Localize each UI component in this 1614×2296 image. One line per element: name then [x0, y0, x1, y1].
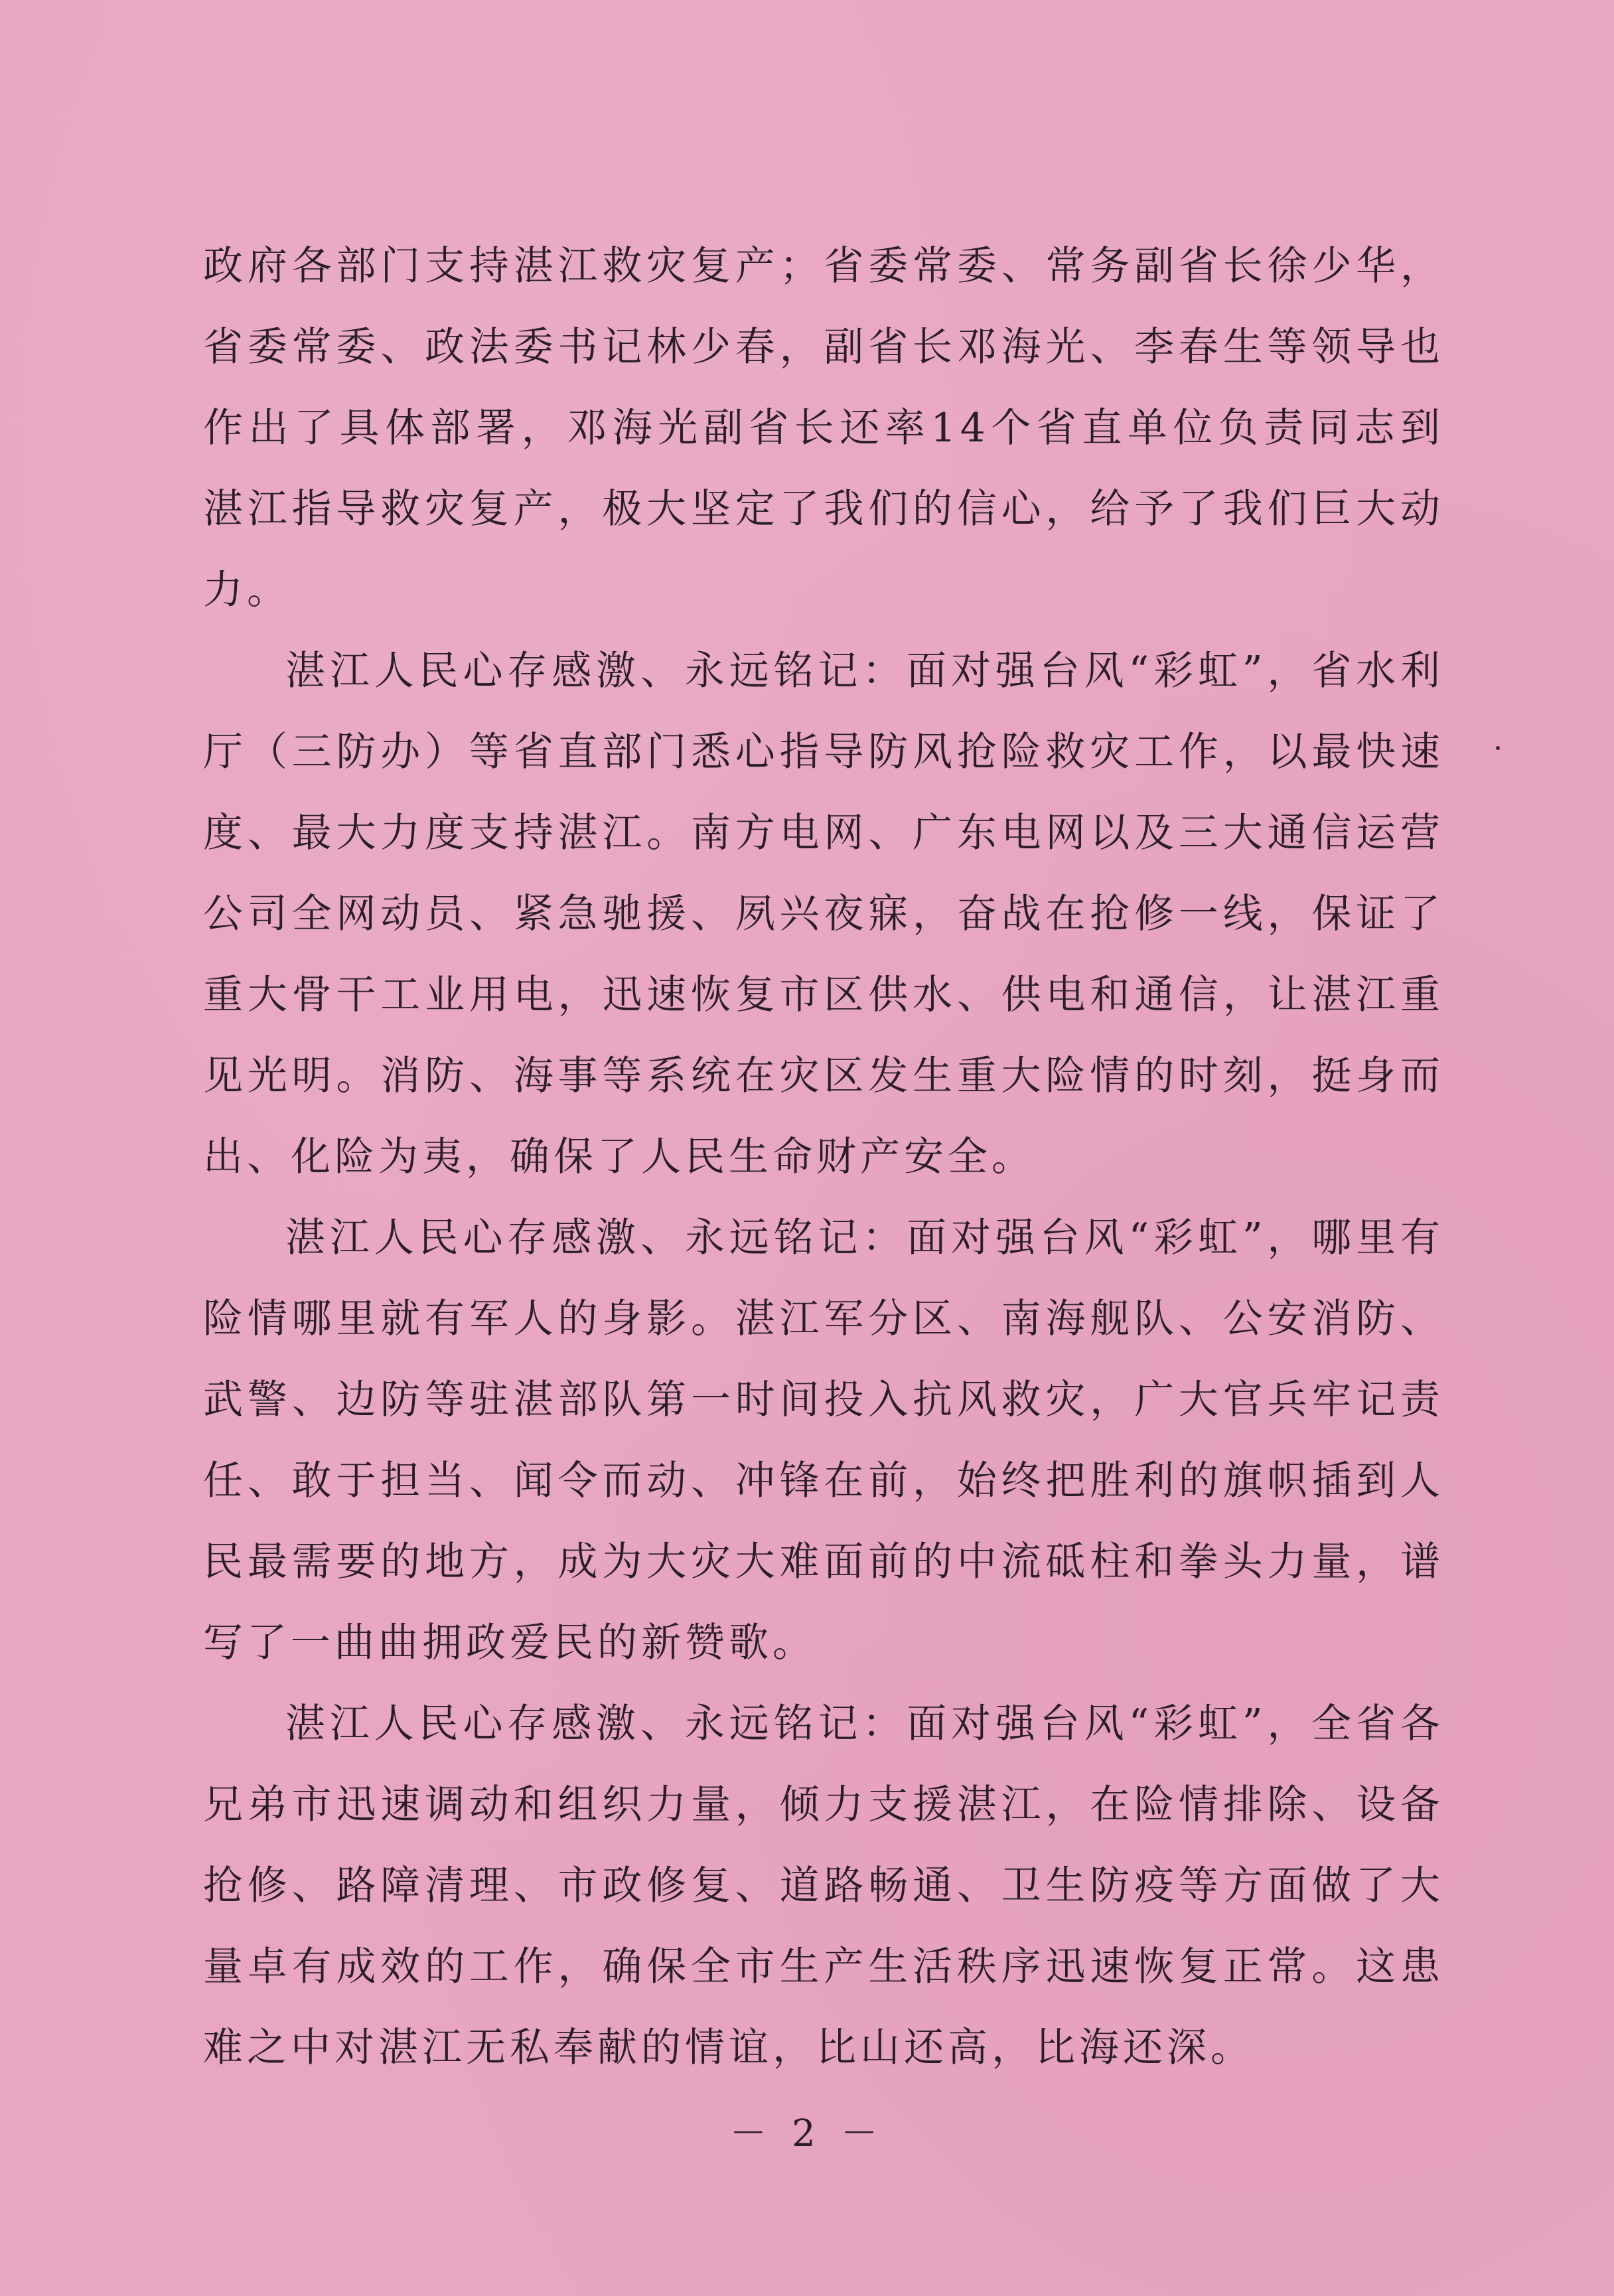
page-number: － 2 －: [729, 2112, 885, 2155]
ink-speck: [1496, 746, 1500, 750]
paragraph-1: 政府各部门支持湛江救灾复产；省委常委、常务副省长徐少华，省委常委、政法委书记林少春，副省长邓海光、李春生等领导也作出了具体部署，邓海光副省长还率14个省直单位负责同志到湛江指导救灾复产，极大坚定了我们的信心，给予了我们巨大动力。: [203, 243, 1444, 613]
paragraph-3: 湛江人民心存感激、永远铭记：面对强台风“彩虹”，哪里有险情哪里就有军人的身影。湛江军分区、南海舰队、公安消防、武警、边防等驻湛部队第一时间投入抗风救灾，广大官兵牢记责任、敢于担当、闻令而动、冲锋在前，始终把胜利的旗帜插到人民最需要的地方，成为大灾大难面前的中流砥柱和拳头力量，谱写了一曲曲拥政爱民的新赞歌。: [203, 1215, 1444, 1666]
document-body: [203, 226, 1444, 2088]
paragraph-2: 湛江人民心存感激、永远铭记：面对强台风“彩虹”，省水利厅（三防办）等省直部门悉心指导防风抢险救灾工作，以最快速度、最大力度支持湛江。南方电网、广东电网以及三大通信运营公司全网动员、紧急驰援、夙兴夜寐，奋战在抢修一线，保证了重大骨干工业用电，迅速恢复市区供水、供电和通信，让湛江重见光明。消防、海事等系统在灾区发生重大险情的时刻，挺身而出、化险为夷，确保了人民生命财产安全。: [203, 648, 1444, 1180]
paragraph-4: 湛江人民心存感激、永远铭记：面对强台风“彩虹”，全省各兄弟市迅速调动和组织力量，倾力支援湛江，在险情排除、设备抢修、路障清理、市政修复、道路畅通、卫生防疫等方面做了大量卓有成效的工作，确保全市生产生活秩序迅速恢复正常。这患难之中对湛江无私奉献的情谊，比山还高，比海还深。: [203, 1701, 1444, 2071]
